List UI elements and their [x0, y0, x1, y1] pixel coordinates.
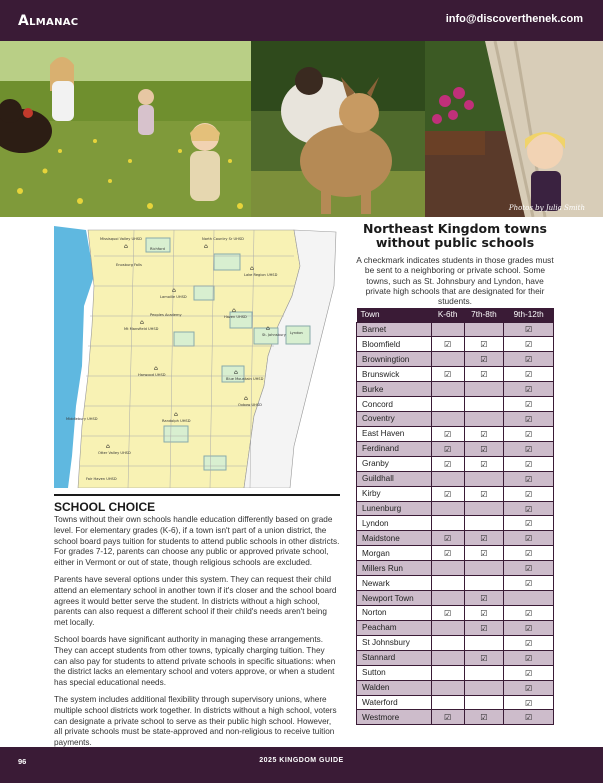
empty-cell	[464, 635, 504, 650]
town-name-cell: Peacham	[357, 620, 432, 635]
town-name-cell: Lyndon	[357, 516, 432, 531]
checkmark-icon: ☑	[504, 367, 554, 382]
empty-cell	[431, 382, 464, 397]
table-intro: A checkmark indicates students in those grades must be sent to a neighboring or private school. Some towns, such as St. Johnsbury and Lyndon, have private high schools that are designated for their students.	[356, 255, 554, 307]
checkmark-icon: ☑	[464, 710, 504, 725]
town-name-cell: Kirby	[357, 486, 432, 501]
column-header-k6: K-6th	[431, 308, 464, 322]
svg-text:Richford: Richford	[150, 247, 165, 251]
town-name-cell: Norton	[357, 606, 432, 621]
checkmark-icon: ☑	[504, 456, 554, 471]
photo-strip	[0, 41, 603, 217]
town-name-cell: Bloomfield	[357, 337, 432, 352]
table-row	[357, 322, 554, 337]
checkmark-icon: ☑	[504, 561, 554, 576]
contact-email-link[interactable]: info@discoverthenek.com	[445, 13, 583, 25]
empty-cell	[464, 412, 504, 427]
empty-cell	[464, 471, 504, 486]
table-row	[357, 456, 554, 471]
checkmark-icon: ☑	[431, 441, 464, 456]
svg-text:⌂: ⌂	[204, 243, 208, 250]
empty-cell	[431, 680, 464, 695]
checkmark-icon: ☑	[504, 397, 554, 412]
svg-text:Enosburg Falls: Enosburg Falls	[116, 263, 142, 267]
table-title: Northeast Kingdom towns without public schools	[363, 221, 547, 250]
photo-child-hammock	[425, 41, 603, 217]
column-header-9-12: 9th-12th	[504, 308, 554, 322]
checkmark-icon: ☑	[431, 486, 464, 501]
school-choice-body	[54, 515, 340, 755]
town-name-cell: Newark	[357, 576, 432, 591]
town-name-cell: Coventry	[357, 412, 432, 427]
checkmark-icon: ☑	[504, 516, 554, 531]
empty-cell	[431, 576, 464, 591]
photo-credit: Photos by Julia Smith	[508, 204, 585, 212]
checkmark-icon: ☑	[504, 710, 554, 725]
checkmark-icon: ☑	[504, 441, 554, 456]
svg-text:⌂: ⌂	[124, 243, 128, 250]
empty-cell	[464, 561, 504, 576]
svg-text:Mt Mansfield UHSD: Mt Mansfield UHSD	[124, 327, 159, 331]
paragraph: The system includes additional flexibility through supervisory unions, where multiple school districts work together. In districts without a high school, voters can designate a private school to serve as their public high school. However, all private schools must be state-approved and non-religious to receive tuition payments.	[54, 694, 337, 748]
checkmark-icon: ☑	[431, 546, 464, 561]
paragraph: Parents have several options under this system. They can request their child attend an elementary school in another town if it's closer and the school board agrees it would better serve the student. In districts without a high school, parents can also request a different school if their child's needs aren't being met locally.	[54, 574, 337, 628]
town-name-cell: Stannard	[357, 650, 432, 665]
empty-cell	[504, 591, 554, 606]
town-name-cell: Morgan	[357, 546, 432, 561]
table-row	[357, 710, 554, 725]
checkmark-icon: ☑	[431, 456, 464, 471]
table-row	[357, 620, 554, 635]
town-name-cell: Brunswick	[357, 367, 432, 382]
checkmark-icon: ☑	[504, 471, 554, 486]
town-name-cell: Maidstone	[357, 531, 432, 546]
empty-cell	[431, 471, 464, 486]
table-row	[357, 531, 554, 546]
publication-name: 2025 KINGDOM GUIDE	[259, 757, 344, 764]
svg-text:Harwood UHSD: Harwood UHSD	[138, 373, 166, 377]
checkmark-icon: ☑	[464, 531, 504, 546]
town-name-cell: Walden	[357, 680, 432, 695]
svg-text:⌂: ⌂	[244, 395, 248, 402]
school-choice-heading: SCHOOL CHOICE	[54, 494, 340, 514]
checkmark-icon: ☑	[504, 382, 554, 397]
checkmark-icon: ☑	[504, 337, 554, 352]
checkmark-icon: ☑	[464, 546, 504, 561]
table-header-row	[357, 308, 554, 322]
checkmark-icon: ☑	[464, 591, 504, 606]
table-row	[357, 486, 554, 501]
town-name-cell: Burke	[357, 382, 432, 397]
empty-cell	[464, 680, 504, 695]
checkmark-icon: ☑	[464, 606, 504, 621]
town-name-cell: Newport Town	[357, 591, 432, 606]
svg-text:⌂: ⌂	[106, 443, 110, 450]
table-row	[357, 382, 554, 397]
footer-bar	[0, 747, 603, 783]
table-row	[357, 397, 554, 412]
svg-text:⌂: ⌂	[232, 307, 236, 314]
towns-table-body	[357, 322, 554, 725]
town-name-cell: Concord	[357, 397, 432, 412]
svg-text:St. Johnsbury: St. Johnsbury	[262, 333, 286, 337]
checkmark-icon: ☑	[504, 680, 554, 695]
checkmark-icon: ☑	[504, 501, 554, 516]
checkmark-icon: ☑	[504, 486, 554, 501]
checkmark-icon: ☑	[504, 322, 554, 337]
town-name-cell: East Haven	[357, 426, 432, 441]
town-name-cell: Granby	[357, 456, 432, 471]
svg-text:Blue Mountain UHSD: Blue Mountain UHSD	[226, 377, 264, 381]
checkmark-icon: ☑	[504, 650, 554, 665]
checkmark-icon: ☑	[504, 620, 554, 635]
table-row	[357, 337, 554, 352]
svg-text:North Country Sr UHSD: North Country Sr UHSD	[202, 237, 244, 241]
table-row	[357, 367, 554, 382]
page-number: 96	[18, 757, 27, 766]
empty-cell	[431, 665, 464, 680]
checkmark-icon: ☑	[504, 606, 554, 621]
town-name-cell: Lunenburg	[357, 501, 432, 516]
checkmark-icon: ☑	[431, 531, 464, 546]
svg-text:Hazen UHSD: Hazen UHSD	[224, 315, 247, 319]
checkmark-icon: ☑	[504, 665, 554, 680]
empty-cell	[464, 322, 504, 337]
table-row	[357, 471, 554, 486]
svg-text:⌂: ⌂	[250, 265, 254, 272]
photo-dogs	[251, 41, 425, 217]
checkmark-icon: ☑	[504, 412, 554, 427]
empty-cell	[431, 591, 464, 606]
photo-children-field	[0, 41, 251, 217]
empty-cell	[464, 501, 504, 516]
column-header-town: Town	[357, 308, 432, 322]
svg-text:Missisquoi Valley UHSD: Missisquoi Valley UHSD	[100, 237, 142, 241]
town-name-cell: Ferdinand	[357, 441, 432, 456]
section-brand: Almanac	[18, 13, 79, 29]
checkmark-icon: ☑	[464, 650, 504, 665]
table-row	[357, 501, 554, 516]
checkmark-icon: ☑	[464, 352, 504, 367]
table-row	[357, 412, 554, 427]
svg-text:⌂: ⌂	[174, 411, 178, 418]
checkmark-icon: ☑	[464, 337, 504, 352]
empty-cell	[431, 620, 464, 635]
svg-text:⌂: ⌂	[172, 287, 176, 294]
table-row	[357, 606, 554, 621]
checkmark-icon: ☑	[464, 456, 504, 471]
checkmark-icon: ☑	[504, 546, 554, 561]
checkmark-icon: ☑	[504, 695, 554, 710]
town-name-cell: Barnet	[357, 322, 432, 337]
svg-text:Lamoille UHSD: Lamoille UHSD	[160, 295, 187, 299]
empty-cell	[431, 561, 464, 576]
checkmark-icon: ☑	[464, 367, 504, 382]
table-row	[357, 650, 554, 665]
table-row	[357, 352, 554, 367]
empty-cell	[431, 412, 464, 427]
town-name-cell: Westmore	[357, 710, 432, 725]
table-row	[357, 516, 554, 531]
empty-cell	[464, 397, 504, 412]
svg-text:⌂: ⌂	[140, 319, 144, 326]
checkmark-icon: ☑	[504, 531, 554, 546]
empty-cell	[431, 516, 464, 531]
svg-text:Otter Valley UHSD: Otter Valley UHSD	[98, 451, 131, 455]
svg-text:Lyndon: Lyndon	[290, 331, 303, 335]
svg-text:Peoples Academy: Peoples Academy	[150, 313, 182, 317]
school-district-map	[54, 226, 346, 488]
checkmark-icon: ☑	[464, 486, 504, 501]
empty-cell	[431, 695, 464, 710]
table-row	[357, 561, 554, 576]
town-name-cell: Browningtion	[357, 352, 432, 367]
svg-text:⌂: ⌂	[154, 365, 158, 372]
town-name-cell: Sutton	[357, 665, 432, 680]
towns-table	[356, 308, 554, 725]
checkmark-icon: ☑	[431, 606, 464, 621]
svg-text:⌂: ⌂	[234, 369, 238, 376]
svg-text:Randolph UHSD: Randolph UHSD	[162, 419, 191, 423]
empty-cell	[431, 501, 464, 516]
svg-text:Middlebury UHSD: Middlebury UHSD	[66, 417, 98, 421]
table-row	[357, 441, 554, 456]
table-row	[357, 695, 554, 710]
town-name-cell: Waterford	[357, 695, 432, 710]
svg-text:Fair Haven UHSD: Fair Haven UHSD	[86, 477, 117, 481]
empty-cell	[431, 650, 464, 665]
town-name-cell: Millers Run	[357, 561, 432, 576]
checkmark-icon: ☑	[504, 426, 554, 441]
empty-cell	[431, 352, 464, 367]
empty-cell	[431, 322, 464, 337]
column-header-7-8: 7th-8th	[464, 308, 504, 322]
checkmark-icon: ☑	[431, 710, 464, 725]
table-row	[357, 680, 554, 695]
empty-cell	[464, 695, 504, 710]
empty-cell	[464, 576, 504, 591]
table-row	[357, 635, 554, 650]
checkmark-icon: ☑	[504, 635, 554, 650]
paragraph: School boards have significant authority in managing these arrangements. They can accept students from other towns, typically charging tuition. They can also pay for students to attend private schools in specific situations: when the district lacks an elementary school and voters approve, or when a student has special educational needs.	[54, 634, 336, 688]
town-name-cell: Guildhall	[357, 471, 432, 486]
table-row	[357, 591, 554, 606]
checkmark-icon: ☑	[464, 620, 504, 635]
empty-cell	[431, 635, 464, 650]
header-bar	[0, 0, 603, 41]
checkmark-icon: ☑	[431, 367, 464, 382]
checkmark-icon: ☑	[431, 426, 464, 441]
table-row	[357, 665, 554, 680]
town-name-cell: St Johnsbury	[357, 635, 432, 650]
empty-cell	[431, 397, 464, 412]
svg-text:⌂: ⌂	[266, 325, 270, 332]
empty-cell	[464, 665, 504, 680]
checkmark-icon: ☑	[464, 441, 504, 456]
checkmark-icon: ☑	[464, 426, 504, 441]
table-row	[357, 546, 554, 561]
svg-text:Oxbow UHSD: Oxbow UHSD	[238, 403, 262, 407]
table-row	[357, 426, 554, 441]
checkmark-icon: ☑	[504, 576, 554, 591]
checkmark-icon: ☑	[504, 352, 554, 367]
empty-cell	[464, 516, 504, 531]
empty-cell	[464, 382, 504, 397]
checkmark-icon: ☑	[431, 337, 464, 352]
svg-text:Lake Region UHSD: Lake Region UHSD	[244, 273, 278, 277]
paragraph: Towns without their own schools handle education differently based on grade level. For elementary grades (K-6), if a town isn't part of a union district, the school board pays tuition for students to attend public schools in other districts. For grades 7-12, parents can choose any public or approved private school, either in Vermont or out of state, though religious schools are excluded.	[54, 515, 340, 568]
table-row	[357, 576, 554, 591]
